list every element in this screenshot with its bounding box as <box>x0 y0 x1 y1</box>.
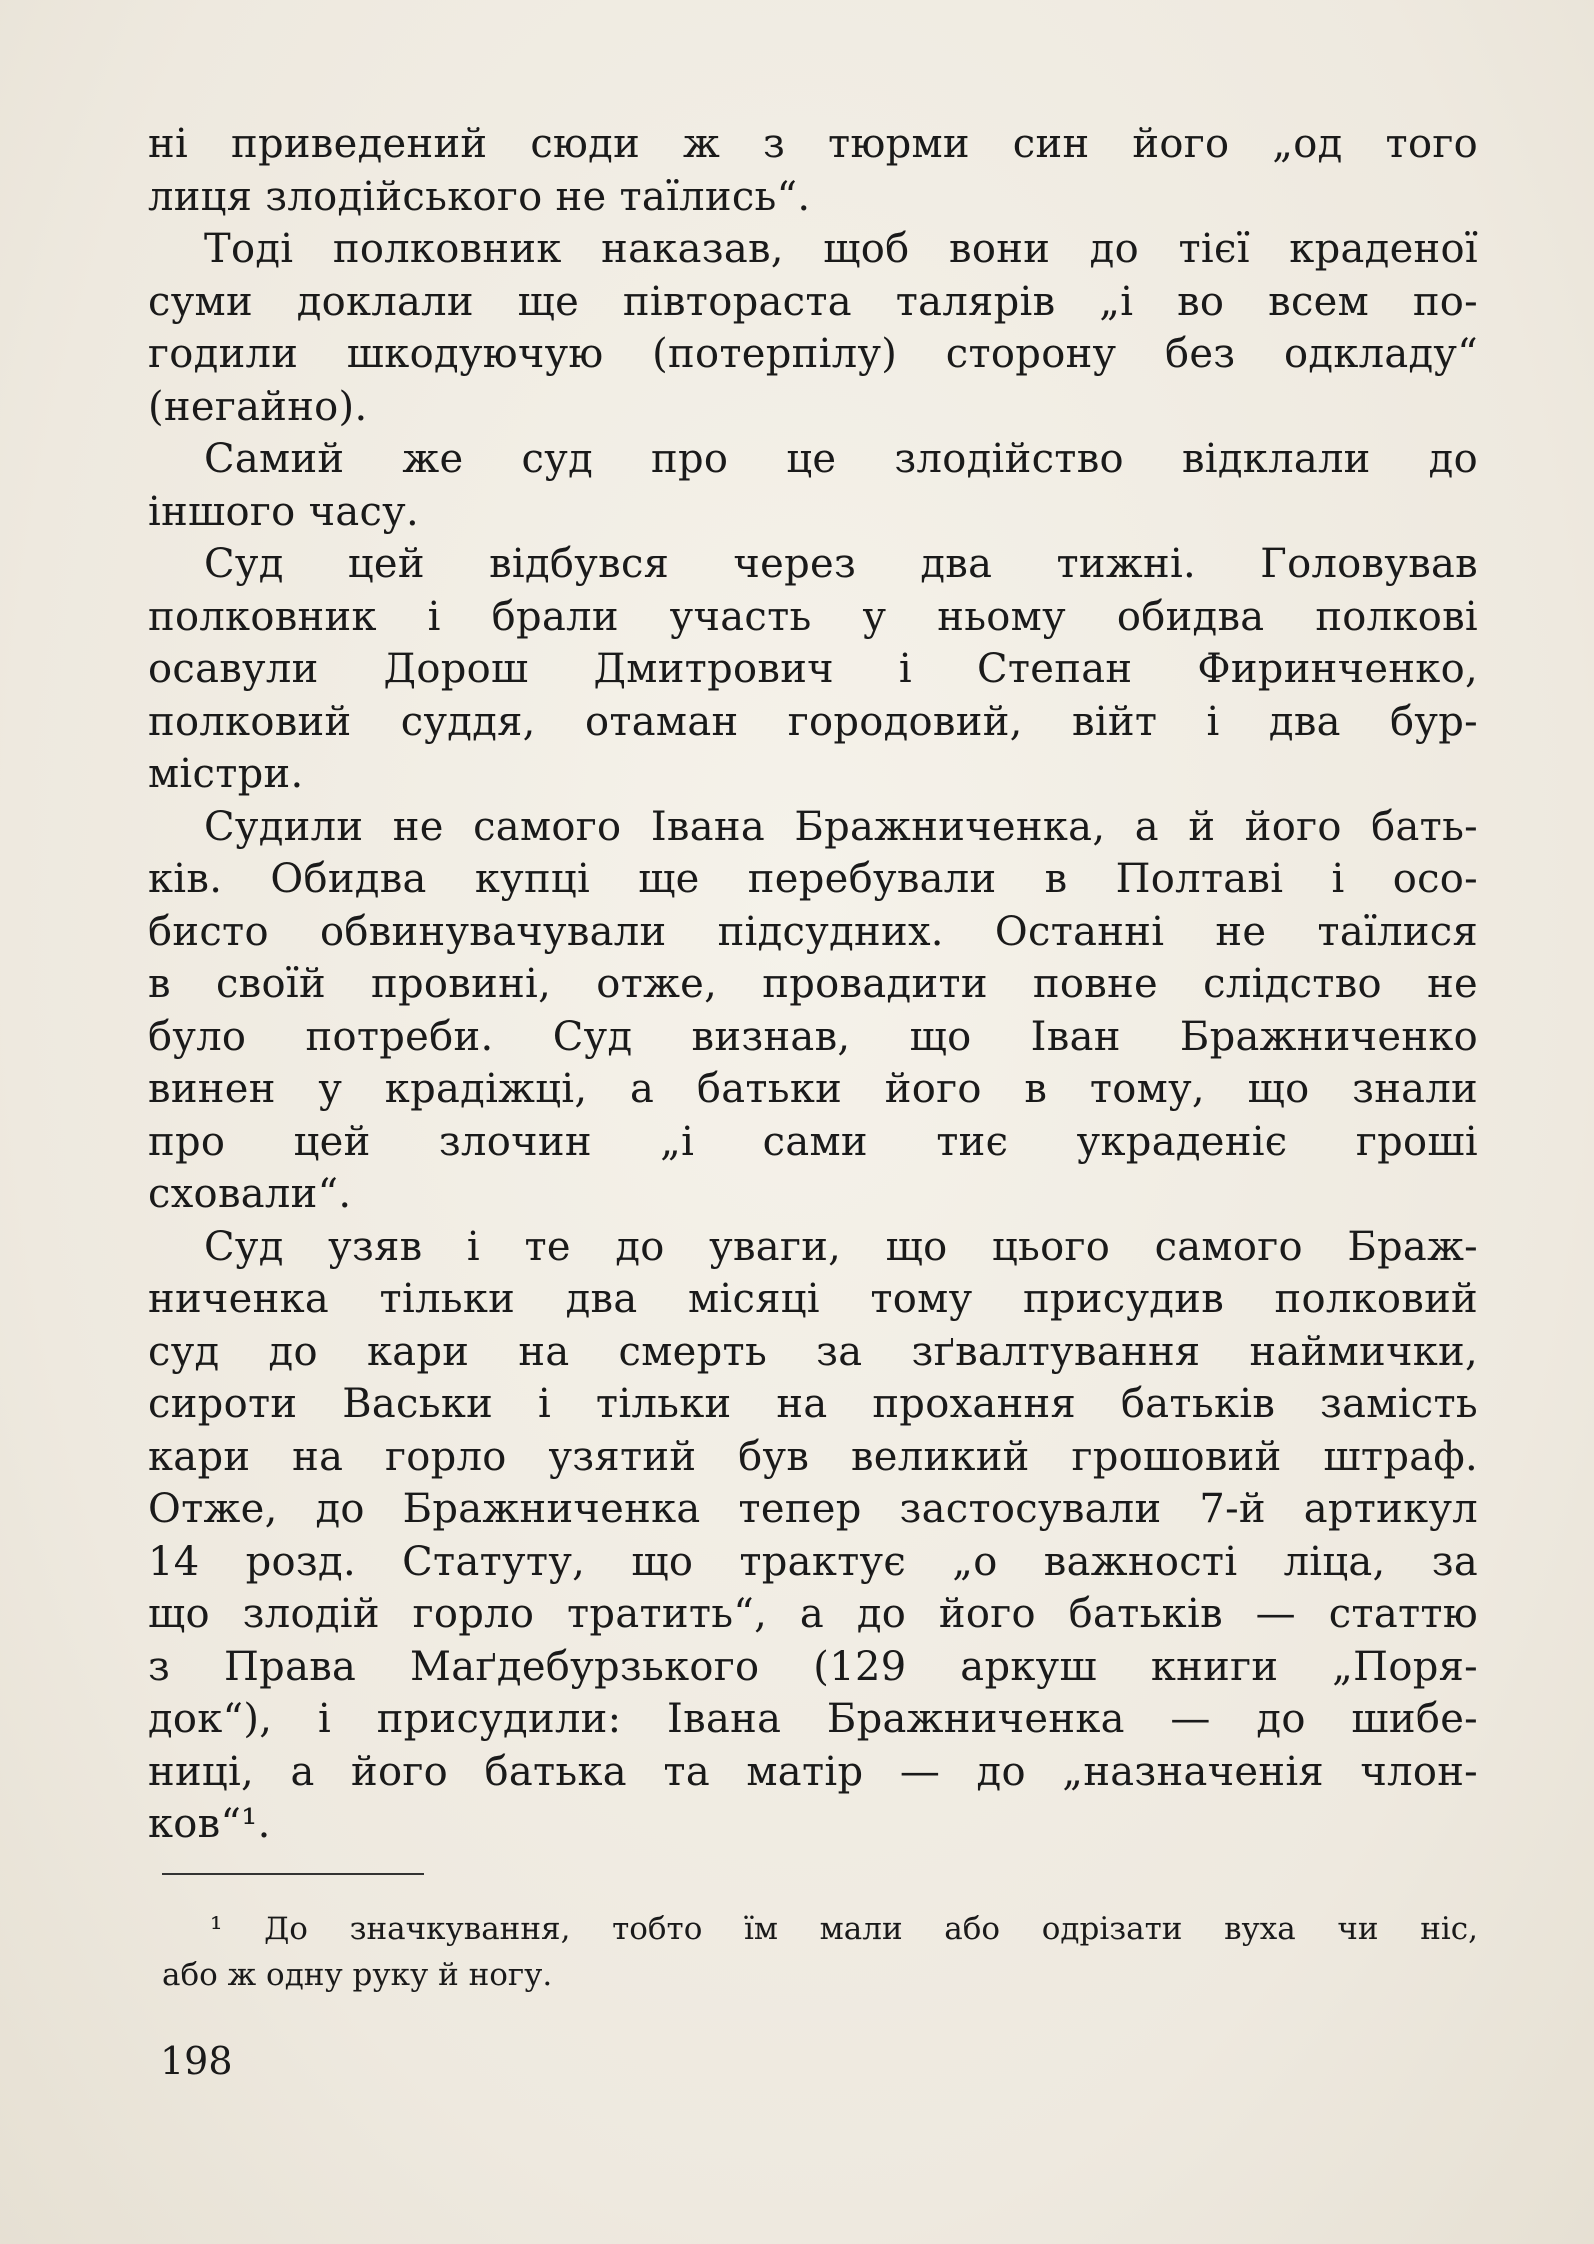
text-line: містри. <box>148 751 304 797</box>
text-line: суми доклали ще півтораста талярів „і во всем по- <box>148 278 1478 325</box>
text-line: бисто обвинувачували підсудних. Останні не таїлися <box>148 908 1478 955</box>
footnote-line: ¹ До значкування, тобто їм мали або одрізати вуха чи ніс, <box>210 1911 1478 1947</box>
text-line: сироти Васьки і тільки на прохання батьків замість <box>148 1381 1478 1427</box>
text-line: (негайно). <box>148 383 368 430</box>
text-line: ниці, а його батька та матір — до „назначенія члон- <box>148 1748 1478 1795</box>
main-text <box>148 118 1478 1851</box>
text-line: в своїй провині, отже, провадити повне слідство не <box>148 961 1478 1007</box>
text-line: Суд цей відбувся через два тижні. Головував <box>204 541 1478 587</box>
text-line: лиця злодійського не таїлись“. <box>148 173 811 220</box>
text-line: Тоді полковник наказав, щоб вони до тієї краденої <box>204 226 1478 272</box>
text-line: док“), і присудили: Івана Бражниченка — до шибе- <box>148 1696 1478 1742</box>
footnote-line: або ж одну руку й ногу. <box>162 1957 553 1993</box>
text-line: з Права Маґдебурзького (129 аркуш книги „Поря- <box>148 1643 1478 1690</box>
text-line: Судили не самого Івана Бражниченка, а й його бать- <box>204 803 1478 850</box>
text-line: 14 розд. Статуту, що трактує „о важності ліца, за <box>148 1538 1478 1585</box>
text-line: винен у крадіжці, а батьки його в тому, що знали <box>148 1066 1478 1112</box>
text-line: кари на горло узятий був великий грошовий штраф. <box>148 1433 1478 1480</box>
text-line: Самий же суд про це злодійство відклали до <box>204 436 1478 482</box>
page-number: 198 <box>160 2039 233 2083</box>
text-line: було потреби. Суд визнав, що Іван Бражниченко <box>148 1013 1478 1060</box>
text-line: суд до кари на смерть за зґвалтування наймички, <box>148 1328 1478 1375</box>
text-line: що злодій горло тратить“, а до його батьків — статтю <box>148 1591 1478 1637</box>
text-line: ні приведений сюди ж з тюрми син його „од того <box>148 121 1478 167</box>
text-line: іншого часу. <box>148 488 420 535</box>
text-line: осавули Дорош Дмитрович і Степан Фиринченко, <box>148 646 1478 692</box>
text-line: про цей злочин „і сами тиє украденіє гроші <box>148 1118 1478 1165</box>
text-line: ков“¹. <box>148 1801 271 1847</box>
text-line: сховали“. <box>148 1171 352 1217</box>
footnote-divider <box>162 1873 424 1875</box>
footnote <box>162 1906 1478 1998</box>
text-line: Суд узяв і те до уваги, що цього самого Браж- <box>204 1223 1478 1270</box>
text-line: годили шкодуючую (потерпілу) сторону без одкладу“ <box>148 331 1478 377</box>
text-line: полковник і брали участь у ньому обидва полкові <box>148 593 1478 640</box>
text-line: полковий суддя, отаман городовий, війт і два бур- <box>148 698 1478 745</box>
text-line: Отже, до Бражниченка тепер застосували 7-й артикул <box>148 1486 1478 1532</box>
text-line: ків. Обидва купці ще перебували в Полтаві і осо- <box>148 856 1478 902</box>
text-line: ниченка тільки два місяці тому присудив полковий <box>148 1276 1478 1322</box>
